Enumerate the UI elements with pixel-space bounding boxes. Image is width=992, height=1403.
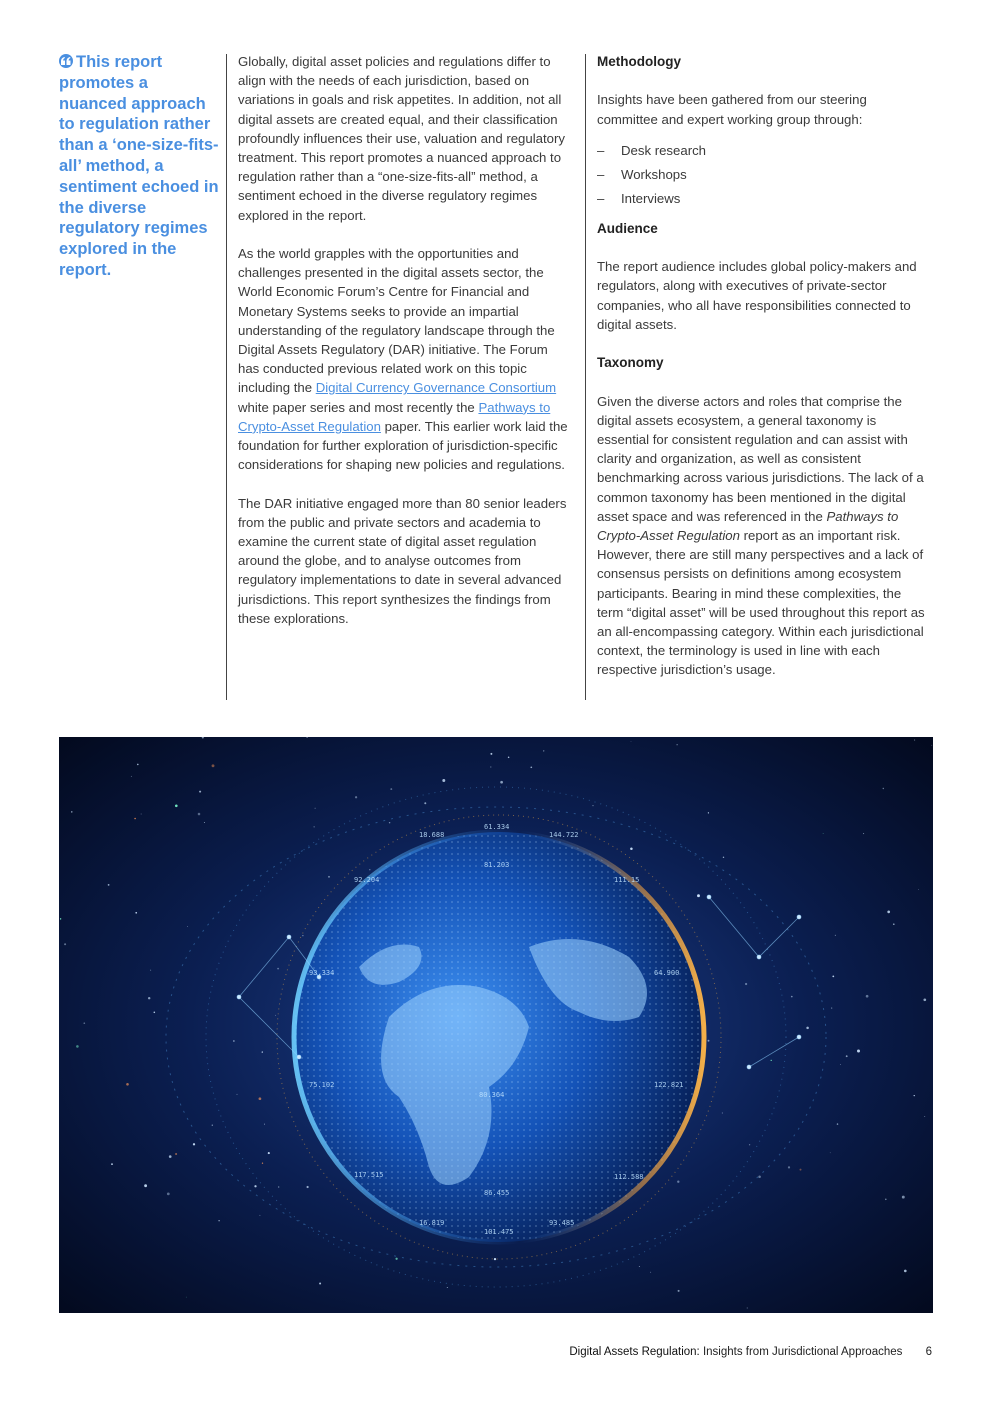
pull-quote <box>59 52 219 281</box>
star <box>369 869 370 870</box>
star <box>708 1040 710 1042</box>
star <box>199 791 201 793</box>
star <box>490 753 492 755</box>
star <box>395 1258 397 1260</box>
dar-paragraph: The DAR initiative engaged more than 80 senior leaders from the public and private sectors and academia to examine the current state of digital asset regulation around the globe, and to analyse outcomes from regulatory implementations to date in several advanced jurisdictions. This report synthesizes the findings from these explorations. <box>238 495 567 626</box>
star <box>218 1220 219 1221</box>
star <box>134 818 136 820</box>
middle-column <box>238 52 572 647</box>
list-item: – Desk research <box>597 139 931 163</box>
star <box>64 943 66 945</box>
star <box>846 1055 848 1057</box>
readout-label: 93.334 <box>309 969 335 977</box>
star <box>885 1199 887 1201</box>
star <box>918 889 919 890</box>
footer-subtitle: Insights from Jurisdictional Approaches <box>702 1346 903 1358</box>
audience-text: The report audience includes global policy-makers and regulators, along with executives of private-sector companies, who all have responsibilities connected to digital assets. <box>597 259 917 332</box>
star <box>275 1015 276 1016</box>
star <box>830 1152 831 1153</box>
context-paragraph: As the world grapples with the opportunities and challenges presented in the digital assets sector, the World Economic Forum’s Centre for Financial and Monetary Systems seeks to provide an impartial understanding of the regulatory landscape through the Digital Assets Regulatory (DAR) initiative. The Forum has conducted previous related work on this topic including the Digital Currency Governance Consortium white paper series and most recently the Pathways to Crypto-Asset Regulation paper. This earlier work laid the foundation for further exploration of jurisdiction-specific considerations for shaping new policies and regulations. <box>238 246 568 473</box>
star <box>747 1308 748 1309</box>
star <box>837 1123 838 1124</box>
star <box>175 1153 177 1155</box>
methods-list <box>597 139 931 211</box>
readout-label: 112.588 <box>614 1173 644 1181</box>
star <box>530 766 532 768</box>
star <box>500 781 503 784</box>
star <box>749 1144 750 1145</box>
star <box>723 857 724 858</box>
readout-label: 111.15 <box>614 876 640 884</box>
page-footer <box>569 1346 932 1358</box>
star <box>212 1125 213 1126</box>
star <box>924 1116 925 1117</box>
star <box>83 1022 85 1024</box>
taxonomy-text: Given the diverse actors and roles that comprise the digital assets ecosystem, a general taxonomy is essential for consistent regulation and can assist with clarity and organization, as well as consistent benchmarking across various jurisdictions. The lack of a common taxonomy has been mentioned in the digital asset space and was referenced in the Pathways to Crypto-Asset Regulation report as an important risk. However, there are still many perspectives and a lack of consensus persists on definitions among ecosystem participants. Bearing in mind these complexities, the term “digital asset” will be used throughout this report as an all-encompassing category. Within each jurisdictional context, the terminology is used in line with each respective jurisdiction’s usage. <box>597 393 925 678</box>
readout-label: 92.204 <box>354 876 380 884</box>
star <box>167 1193 170 1196</box>
star <box>424 802 426 804</box>
star <box>442 779 445 782</box>
star <box>390 788 392 790</box>
star <box>791 996 793 998</box>
star <box>788 1166 790 1168</box>
readout-label: 80.364 <box>479 1091 505 1099</box>
taxonomy-heading: Taxonomy <box>597 355 664 371</box>
readout-label: 81.203 <box>484 861 510 869</box>
star <box>722 1113 723 1114</box>
star <box>154 1012 156 1014</box>
star <box>302 935 303 936</box>
list-item: – Interviews <box>597 187 931 211</box>
star <box>187 926 188 927</box>
star <box>931 745 932 746</box>
star <box>494 1258 496 1260</box>
star <box>866 995 869 998</box>
star <box>639 1266 640 1267</box>
column-divider <box>585 54 586 700</box>
star <box>76 1045 79 1048</box>
star <box>592 805 593 806</box>
star <box>328 876 330 878</box>
readout-label: 93.485 <box>549 1219 575 1227</box>
star <box>631 741 632 742</box>
star <box>650 1272 651 1273</box>
star <box>678 1290 680 1292</box>
star <box>131 776 132 777</box>
quote-icon <box>59 54 73 68</box>
readout-label: 18.688 <box>419 831 445 839</box>
page-number: 6 <box>925 1346 932 1358</box>
footer-title: Digital Assets Regulation: <box>569 1346 700 1358</box>
star <box>840 1064 841 1065</box>
star <box>135 912 137 914</box>
star <box>264 1124 265 1125</box>
star <box>175 804 178 807</box>
star <box>237 1094 238 1095</box>
star <box>204 822 205 823</box>
readout-label: 64.900 <box>654 969 680 977</box>
star <box>314 826 315 827</box>
star <box>144 1184 147 1187</box>
star <box>708 812 709 813</box>
star <box>262 1163 263 1164</box>
star <box>277 968 279 970</box>
star <box>193 1143 195 1145</box>
star <box>71 811 72 812</box>
star <box>389 822 390 823</box>
star <box>904 1270 907 1273</box>
star <box>490 766 491 767</box>
star <box>800 1169 802 1171</box>
star <box>126 1083 129 1086</box>
audience-heading: Audience <box>597 220 658 236</box>
star <box>758 1175 761 1178</box>
list-item: – Workshops <box>597 163 931 187</box>
readout-label: 61.334 <box>484 823 510 831</box>
star <box>832 976 834 978</box>
globe-image <box>59 737 933 1313</box>
star <box>883 788 884 789</box>
intro-paragraph: Globally, digital asset policies and regulations differ to align with the needs of each jurisdiction, based on variations in goals and risk appetites. In addition, not all digital assets are created equal, and their classification profoundly influences their use, valuation and regulatory treatment. This report promotes a nuanced approach to regulation rather than a “one-size-fits-all” method, a sentiment echoed in the diverse regulatory regimes explored in the report. <box>238 54 565 223</box>
star <box>259 1215 260 1216</box>
star <box>60 918 61 919</box>
star <box>745 983 747 985</box>
star <box>887 911 890 914</box>
pull-quote-text: This report promotes a nuanced approach to regulation rather than a ‘one-size-fits-all’ method, a sentiment echoed in the diverse regulatory regimes explored in the report. <box>59 53 219 279</box>
star <box>278 1186 279 1187</box>
star <box>677 1181 679 1183</box>
star <box>857 1050 860 1053</box>
star <box>254 1185 256 1187</box>
star <box>806 1027 809 1030</box>
star <box>914 740 915 741</box>
star <box>186 1297 187 1298</box>
readout-label: 86.455 <box>484 1189 510 1197</box>
star <box>108 884 110 886</box>
right-column <box>597 52 931 699</box>
methodology-text: Insights have been gathered from our steering committee and expert working group through: <box>597 92 867 127</box>
star <box>914 1095 915 1096</box>
star <box>508 757 510 759</box>
star <box>233 1040 234 1041</box>
star <box>835 935 836 936</box>
star <box>823 833 824 834</box>
star <box>863 833 864 834</box>
star <box>902 1196 905 1199</box>
star <box>630 848 633 851</box>
star <box>319 1282 321 1284</box>
star <box>355 796 357 798</box>
star <box>831 1008 832 1009</box>
star <box>447 1287 448 1288</box>
star <box>141 814 142 815</box>
star <box>198 813 201 816</box>
star <box>148 997 150 999</box>
star <box>111 1163 113 1165</box>
star <box>259 1097 262 1100</box>
star <box>771 1060 772 1061</box>
dgc-consortium-link[interactable]: Digital Currency Governance Consortium <box>315 380 557 396</box>
star <box>315 808 316 809</box>
star <box>923 998 926 1001</box>
readout-label: 144.722 <box>549 831 579 839</box>
star <box>137 764 139 766</box>
readout-label: 101.475 <box>484 1228 514 1236</box>
column-divider <box>226 54 227 700</box>
star <box>169 1155 172 1158</box>
star <box>268 1152 270 1154</box>
pathways-link[interactable]: Pathways to Crypto-Asset Regulation <box>238 399 551 434</box>
readout-label: 117.515 <box>354 1171 384 1179</box>
methodology-heading: Methodology <box>597 54 681 69</box>
star <box>543 750 544 751</box>
star <box>307 1186 309 1188</box>
readout-label: 122.821 <box>654 1081 684 1089</box>
readout-label: 16.819 <box>419 1219 445 1227</box>
star <box>697 894 700 897</box>
star <box>212 764 215 767</box>
readout-label: 75.102 <box>309 1081 335 1089</box>
globe-illustration <box>59 737 933 1313</box>
star <box>677 744 678 745</box>
star <box>262 1051 263 1052</box>
star <box>893 923 895 925</box>
star <box>150 970 151 971</box>
